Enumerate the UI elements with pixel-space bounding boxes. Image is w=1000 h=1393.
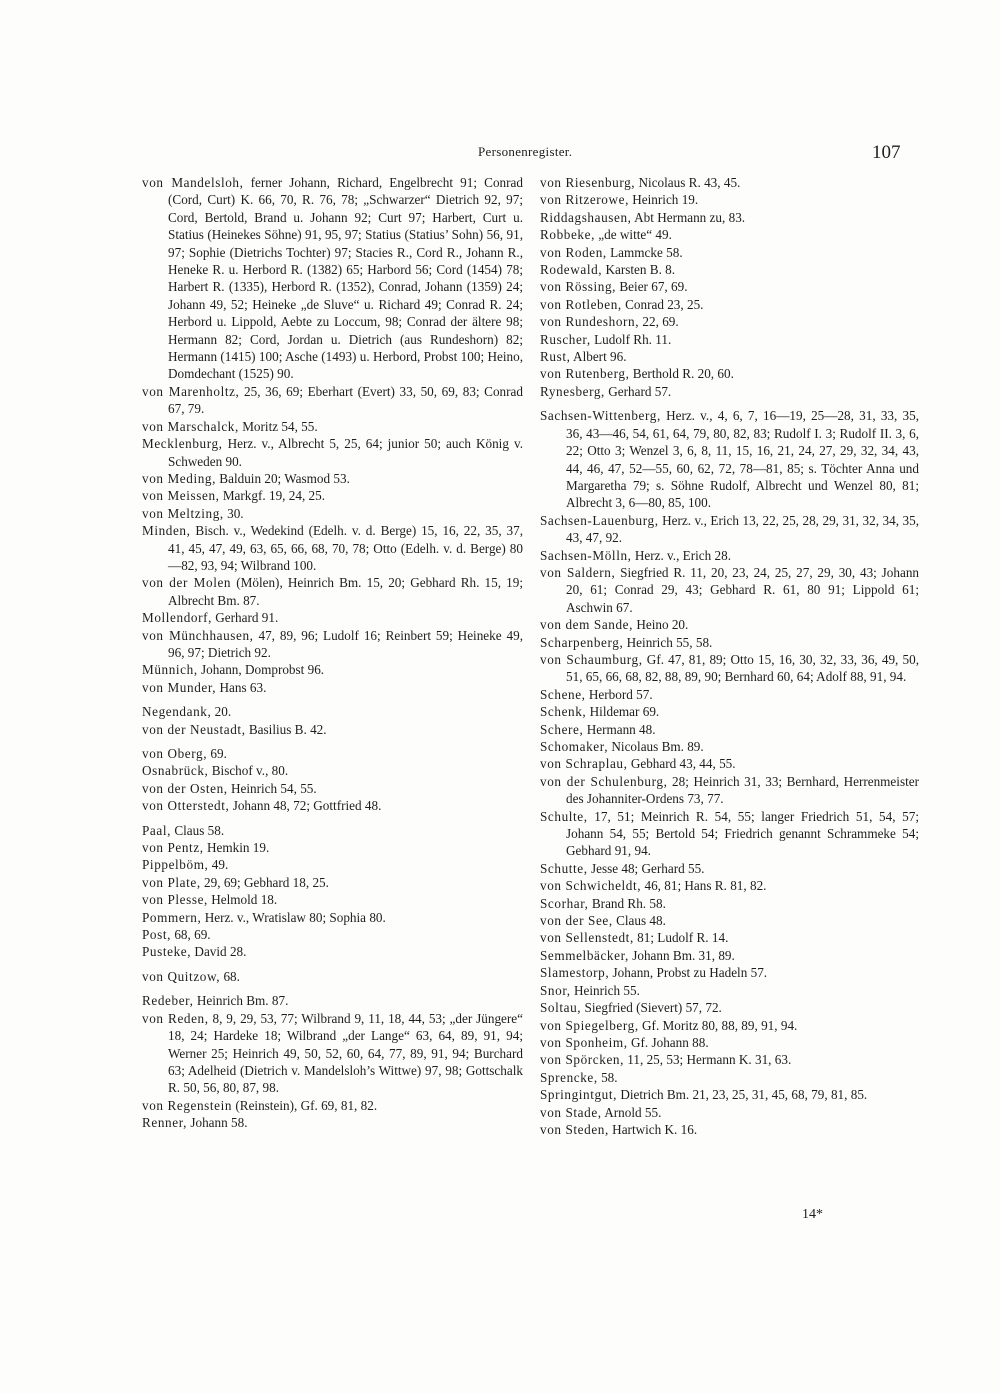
index-entry	[540, 296, 919, 313]
entry-name: von Oberg,	[142, 746, 208, 761]
entry-name: von Plesse,	[142, 892, 208, 908]
entry-references: Lammcke 58.	[606, 244, 683, 260]
index-entry	[142, 1097, 523, 1114]
running-header: Personenregister.	[478, 144, 573, 159]
index-entry	[142, 874, 523, 891]
entry-name: Robbeke,	[540, 227, 595, 243]
entry-references: 46, 81; Hans R. 81, 82.	[641, 878, 767, 894]
entry-name: von Rössing,	[540, 279, 617, 295]
index-entry	[142, 943, 523, 960]
index-entry	[142, 1010, 523, 1097]
index-entry	[540, 738, 919, 755]
entry-name: Sachsen-Wittenberg,	[540, 408, 661, 424]
entry-name: Springintgut,	[540, 1087, 618, 1103]
entry-references: Heino 20.	[633, 617, 689, 633]
entry-references: 29, 69; Gebhard 18, 25.	[200, 874, 329, 890]
entry-references: 58.	[597, 1069, 618, 1085]
index-entry	[142, 505, 523, 522]
index-entry	[142, 721, 523, 738]
entry-references: (Mölen), Heinrich Bm. 15, 20; Gebhard Rh. 15, 19; Albrecht Bm. 87.	[168, 575, 523, 608]
entry-name: von Spörcken,	[540, 1052, 624, 1068]
entry-references: Siegfried (Sievert) 57, 72.	[581, 1000, 722, 1016]
entry-references: Gerhard 91.	[211, 610, 279, 626]
index-entry	[142, 926, 523, 943]
entry-references: Johann Bm. 31, 89.	[628, 947, 735, 963]
index-entry	[142, 745, 523, 762]
index-entry	[540, 947, 919, 964]
entry-name: von der Schulenburg,	[540, 773, 668, 789]
index-entry	[540, 686, 919, 703]
index-entry	[142, 627, 523, 662]
entry-references: Berthold R. 20, 60.	[629, 366, 734, 382]
index-entry	[540, 226, 919, 243]
index-entry	[540, 773, 919, 808]
entry-name: Scharpenberg,	[540, 634, 624, 650]
index-entry	[142, 797, 523, 814]
entry-name: Negendank,	[142, 704, 212, 720]
entry-references: Claus 48.	[612, 913, 666, 929]
entry-references: Heinrich 55, 58.	[623, 634, 713, 650]
index-entry	[142, 470, 523, 487]
entry-references: Johann 48, 72; Gottfried 48.	[229, 798, 382, 814]
index-entry	[540, 1069, 919, 1086]
entry-references: Albert 96.	[570, 349, 627, 365]
entry-references: Dietrich Bm. 21, 23, 25, 31, 45, 68, 79, 81, 85.	[617, 1087, 868, 1103]
index-entry	[540, 407, 919, 511]
entry-name: Minden,	[142, 523, 191, 539]
entry-name: Rust,	[540, 349, 571, 365]
entry-references: Gf. 47, 81, 89; Otto 15, 16, 30, 32, 33, 36, 49, 50, 51, 65, 66, 68, 82, 88, 89, 90; Bernhard 60, 64; Adolf 88, 91, 94.	[566, 651, 919, 685]
entry-references: Claus 58.	[171, 822, 225, 838]
entry-references: Gf. Johann 88.	[627, 1034, 709, 1050]
index-entry	[142, 383, 523, 418]
entry-references: Ludolf Rh. 11.	[590, 331, 672, 347]
entry-references: 28; Heinrich 31, 33; Bernhard, Herrenmeister des Johanniter-Ordens 73, 77.	[566, 773, 919, 807]
entry-references: Gebhard 43, 44, 55.	[627, 756, 736, 772]
entry-name: von Rutenberg,	[540, 366, 630, 382]
entry-references: Herz. v., Wratislaw 80; Sophia 80.	[201, 909, 386, 925]
entry-name: von Riesenburg,	[540, 175, 636, 190]
entry-name: Schulte,	[540, 808, 588, 824]
entry-references: Hermann 48.	[583, 721, 656, 737]
entry-references: Gf. Moritz 80, 88, 89, 91, 94.	[638, 1017, 798, 1033]
entry-name: von Sellenstedt,	[540, 930, 634, 946]
entry-name: von Meding,	[142, 470, 216, 486]
entry-references: Heinrich 54, 55.	[227, 780, 317, 796]
entry-name: Sachsen-Lauenburg,	[540, 512, 659, 528]
index-entry	[540, 174, 919, 191]
entry-references: 22, 69.	[639, 314, 679, 330]
index-entry	[142, 174, 523, 383]
entry-references: Balduin 20; Wasmod 53.	[216, 470, 350, 486]
index-entry	[142, 762, 523, 779]
entry-references: (Reinstein), Gf. 69, 81, 82.	[232, 1097, 378, 1113]
entry-name: von Münchhausen,	[142, 627, 254, 643]
entry-references: ferner Johann, Richard, Engelbrecht 91; Conrad (Cord, Curt) K. 66, 70, R. 76, 78; „Schwarzer“ Dietrich 92, 97; Cord, Bertold, Brand u. Johann 92; Curt 97; Harbert, Curt u. Statius (Heinekes Söhne) 91, 95, 97; Statius (Statius’ Sohn) 56, 91, 97; Sophie (Dietrichs Tochter) 97; Stacies R., Cord R., Johann R., Heneke R. u. Herbord R. (1382) 65; Harbord 56; Cord (1454) 78; Harbert R. (1335), Herbord R. (1352), Conrad, Johann (1359) 24; Johann 49, 52; Heineke „de Sluve“ u. Richard 49; Conrad R. 24; Herbord u. Lippold, Aebte zu Loccum, 98; Conrad der ältere 98; Hermann 82; Cord, Jordan u. Dietrich (aus Rundeshorn) 82; Hermann (1415) 100; Asche (1493) u. Herbord, Probst 100; Heino, Domdechant (1525) 90.	[168, 175, 523, 382]
entry-references: Gerhard 57.	[604, 383, 672, 399]
index-entry	[142, 780, 523, 797]
entry-name: von Marschalck,	[142, 418, 239, 434]
entry-references: Johann 58.	[187, 1115, 248, 1131]
index-entry	[540, 877, 919, 894]
index-entry	[142, 661, 523, 678]
index-entry	[142, 487, 523, 504]
entry-name: von Schwicheldt,	[540, 878, 642, 894]
index-entry	[540, 634, 919, 651]
entry-name: von Ritzerowe,	[540, 192, 629, 208]
entry-name: von Stade,	[540, 1104, 602, 1120]
index-entry	[540, 261, 919, 278]
entry-references: 17, 51; Meinrich R. 54, 55; langer Friedrich 51, 54, 57; Johann 54, 55; Bertold 54; Friedrich genannt Schrammeke 54; Gebhard 91, 94.	[566, 808, 919, 859]
index-entry	[540, 1034, 919, 1051]
index-entry	[142, 891, 523, 908]
index-entry	[142, 909, 523, 926]
entry-references: Hans 63.	[216, 679, 267, 695]
entry-name: Schutte,	[540, 860, 588, 876]
entry-name: Pusteke,	[142, 944, 192, 960]
entry-references: Bisch. v., Wedekind (Edelh. v. d. Berge) 15, 16, 22, 35, 37, 41, 45, 47, 49, 63, 65, 66, 68, 70, 78; Otto (Edelh. v. d. Berge) 80—82, 93, 94; Wilbrand 100.	[168, 523, 523, 573]
entry-name: Slamestorp,	[540, 965, 610, 981]
index-entry	[540, 209, 919, 226]
index-entry	[540, 365, 919, 382]
entry-references: Markgf. 19, 24, 25.	[219, 488, 326, 504]
signature-mark: 14*	[802, 1207, 823, 1222]
entry-name: Rodewald,	[540, 262, 603, 278]
entry-name: von Mandelsloh,	[142, 175, 244, 190]
entry-name: von Quitzow,	[142, 968, 221, 984]
entry-references: „de witte“ 49.	[594, 227, 672, 243]
index-entry	[540, 564, 919, 616]
entry-references: 81; Ludolf R. 14.	[633, 930, 729, 946]
entry-references: Johann, Probst zu Hadeln 57.	[609, 965, 768, 981]
entry-name: Ruscher,	[540, 331, 591, 347]
index-entry	[540, 703, 919, 720]
entry-references: 30.	[223, 505, 244, 521]
entry-name: von Regenstein	[142, 1097, 233, 1113]
entry-name: von Meltzing,	[142, 505, 224, 521]
entry-references: Brand Rh. 58.	[588, 895, 666, 911]
index-entry	[540, 895, 919, 912]
index-entry	[142, 1114, 523, 1131]
entry-references: Moritz 54, 55.	[238, 418, 318, 434]
entry-name: Sprencke,	[540, 1069, 598, 1085]
entry-references: 8, 9, 29, 53, 77; Wilbrand 9, 11, 18, 44, 53; „der Jüngere“ 18, 24; Hardeke 18; Wilbrand „der Lange“ 63, 64, 89, 91, 94; Werner 25; Heinrich 49, 50, 52, 60, 64, 77, 89, 91, 94; Burchard 63; Adelheid (Dietrich v. Mandelsloh’s Wittwe) 97, 98; Gottschalk R. 50, 56, 80, 87, 98.	[168, 1010, 523, 1096]
entry-references: Herz. v., 4, 6, 7, 16—19, 25—28, 31, 33, 35, 36, 43—46, 54, 61, 64, 79, 80, 82, 83; Rudolf I. 3; Rudolf II. 3, 6, 22; Otto 3; Wenzel 3, 6, 8, 11, 15, 16, 21, 24, 27, 29, 32, 34, 43, 44, 46, 47, 52—55, 60, 62, 72, 78—81, 85; s. Töchter Anna und Margaretha 79; s. Söhne Rudolf, Albrecht und Wenzel 80, 81; Albrecht 3, 6—80, 85, 100.	[566, 408, 919, 511]
index-entry	[540, 616, 919, 633]
entry-name: von Otterstedt,	[142, 798, 230, 814]
entry-name: Post,	[142, 927, 172, 943]
entry-name: von Reden,	[142, 1010, 209, 1026]
entry-references: Herz. v., Erich 13, 22, 25, 28, 29, 31, 32, 34, 35, 43, 47, 92.	[566, 512, 919, 546]
index-entry	[142, 435, 523, 470]
entry-references: Herbord 57.	[585, 686, 653, 702]
entry-name: Osnabrück,	[142, 763, 209, 779]
entry-name: Münnich,	[142, 662, 198, 678]
index-entry	[540, 1051, 919, 1068]
index-entry	[540, 999, 919, 1016]
entry-name: Redeber,	[142, 993, 194, 1009]
entry-name: Riddagshausen,	[540, 209, 632, 225]
entry-references: Heinrich Bm. 87.	[193, 993, 289, 1009]
index-entry	[540, 860, 919, 877]
entry-name: Paal,	[142, 822, 172, 838]
entry-references: 11, 25, 53; Hermann K. 31, 63.	[623, 1052, 792, 1068]
entry-references: David 28.	[191, 944, 247, 960]
entry-name: Pippelböm,	[142, 857, 209, 873]
entry-name: von Meissen,	[142, 488, 220, 504]
index-entry	[540, 721, 919, 738]
index-entry	[540, 313, 919, 330]
entry-name: von Pentz,	[142, 840, 204, 856]
index-entry	[540, 244, 919, 261]
entry-references: Siegfried R. 11, 20, 23, 24, 25, 27, 29, 30, 43; Johann 20, 61; Conrad 29, 43; Gebhard R. 61, 80 91; Lippold 61; Aschwin 67.	[566, 564, 920, 615]
index-entry	[540, 1121, 919, 1138]
index-entry	[142, 992, 523, 1009]
entry-references: 69.	[207, 746, 227, 761]
index-entry	[540, 191, 919, 208]
index-entry	[142, 703, 523, 720]
entry-references: Arnold 55.	[601, 1104, 662, 1120]
index-column-right	[540, 174, 919, 1138]
entry-name: von Sponheim,	[540, 1034, 628, 1050]
entry-name: Pommern,	[142, 909, 202, 925]
index-entry	[142, 968, 523, 985]
entry-name: von Roden,	[540, 244, 607, 260]
entry-references: 49.	[208, 857, 229, 873]
entry-name: von der See,	[540, 913, 613, 929]
entry-references: Nicolaus Bm. 89.	[608, 739, 704, 754]
entry-name: von der Molen	[142, 575, 232, 591]
index-entry	[540, 278, 919, 295]
entry-name: von Saldern,	[540, 564, 616, 580]
index-entry	[540, 512, 919, 547]
entry-name: Mollendorf,	[142, 610, 212, 626]
entry-name: von Rundeshorn,	[540, 314, 640, 330]
entry-name: von Steden,	[540, 1121, 609, 1137]
entry-name: Semmelbäcker,	[540, 947, 629, 963]
entry-references: 25, 36, 69; Eberhart (Evert) 33, 50, 69, 83; Conrad 67, 79.	[168, 383, 523, 417]
entry-references: Basilius B. 42.	[245, 721, 327, 737]
entry-references: Nicolaus R. 43, 45.	[635, 175, 741, 190]
entry-name: von dem Sande,	[540, 617, 634, 633]
index-entry	[142, 609, 523, 626]
index-entry	[540, 331, 919, 348]
index-entry	[540, 912, 919, 929]
entry-name: Renner,	[142, 1115, 188, 1131]
entry-references: Heinrich 55.	[570, 982, 640, 998]
index-entry	[142, 856, 523, 873]
entry-name: von Rotleben,	[540, 296, 622, 312]
entry-references: Abt Hermann zu, 83.	[631, 209, 746, 225]
index-entry	[540, 982, 919, 999]
entry-references: Johann, Domprobst 96.	[197, 662, 325, 678]
entry-references: Bischof v., 80.	[208, 763, 289, 779]
entry-name: von Marenholtz,	[142, 383, 240, 399]
index-entry	[540, 1086, 919, 1103]
entry-name: Rynesberg,	[540, 383, 605, 399]
index-entry	[540, 383, 919, 400]
entry-name: von Schraplau,	[540, 756, 628, 772]
index-entry	[540, 1104, 919, 1121]
index-entry	[142, 839, 523, 856]
entry-references: Herz. v., Erich 28.	[631, 547, 732, 563]
index-column-left	[142, 174, 523, 1132]
index-entry	[142, 822, 523, 839]
entry-name: von Plate,	[142, 874, 201, 890]
entry-references: 20.	[211, 704, 232, 720]
entry-name: von der Neustadt,	[142, 721, 246, 737]
entry-name: Snor,	[540, 982, 571, 998]
entry-name: Mecklenburg,	[142, 436, 223, 452]
entry-name: von der Osten,	[142, 780, 228, 796]
index-entry	[540, 651, 919, 686]
index-entry	[540, 929, 919, 946]
entry-name: Schere,	[540, 721, 584, 737]
entry-references: Karsten B. 8.	[602, 262, 676, 278]
page-number: 107	[872, 142, 901, 163]
entry-references: Hildemar 69.	[586, 704, 660, 720]
entry-references: 68.	[220, 968, 240, 984]
entry-name: Schenk,	[540, 704, 587, 720]
index-entry	[540, 1017, 919, 1034]
entry-references: 47, 89, 96; Ludolf 16; Reinbert 59; Heineke 49, 96, 97; Dietrich 92.	[168, 627, 523, 660]
entry-references: Herz. v., Albrecht 5, 25, 64; junior 50; auch König v. Schweden 90.	[168, 436, 523, 469]
entry-references: Hemkin 19.	[203, 840, 270, 856]
entry-name: von Munder,	[142, 679, 217, 695]
entry-name: von Spiegelberg,	[540, 1017, 639, 1033]
index-entry	[540, 964, 919, 981]
index-entry	[540, 808, 919, 860]
index-entry	[540, 755, 919, 772]
entry-references: Jesse 48; Gerhard 55.	[587, 860, 705, 876]
entry-name: Soltau,	[540, 1000, 582, 1016]
entry-references: Heinrich 19.	[628, 192, 699, 208]
index-entry	[142, 418, 523, 435]
entry-references: Conrad 23, 25.	[621, 296, 704, 312]
index-entry	[142, 679, 523, 696]
entry-references: 68, 69.	[171, 927, 211, 943]
index-entry	[142, 574, 523, 609]
entry-references: Hartwich K. 16.	[608, 1121, 698, 1137]
index-entry	[142, 522, 523, 574]
entry-name: Sachsen-Mölln,	[540, 547, 632, 563]
entry-name: Scorhar,	[540, 895, 589, 911]
entry-name: von Schaumburg,	[540, 651, 643, 667]
index-entry	[540, 547, 919, 564]
index-entry	[540, 348, 919, 365]
entry-name: Schomaker,	[540, 739, 609, 754]
entry-references: Helmold 18.	[207, 892, 278, 908]
entry-name: Schene,	[540, 686, 586, 702]
entry-references: Beier 67, 69.	[616, 279, 688, 295]
